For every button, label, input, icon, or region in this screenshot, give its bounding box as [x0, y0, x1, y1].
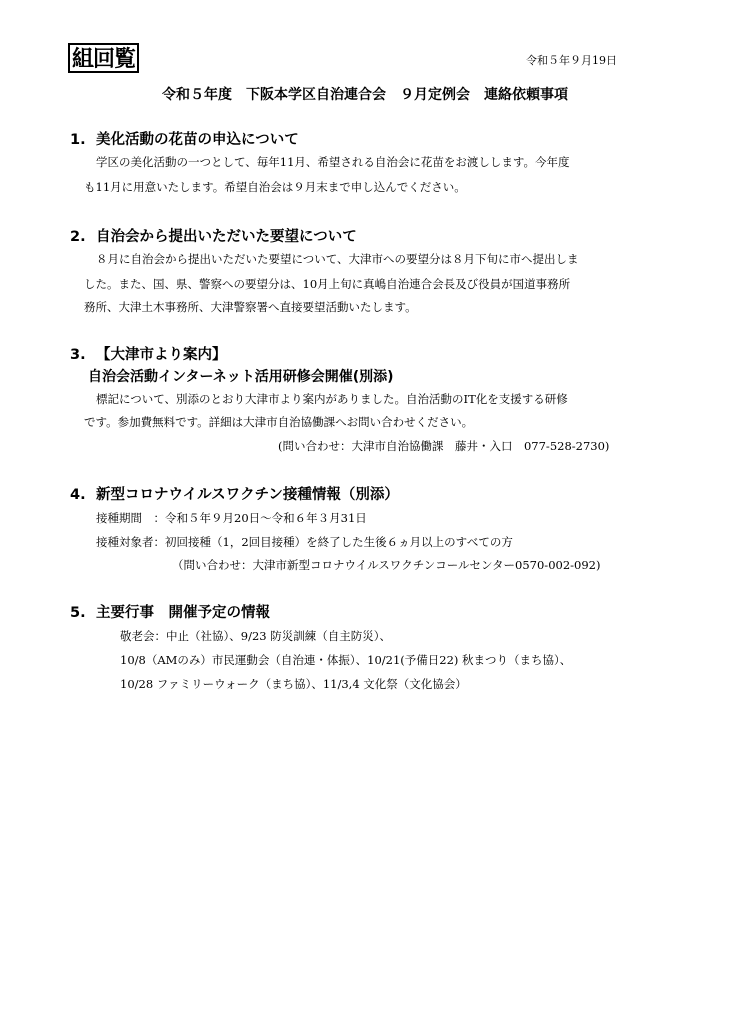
section-3-title: 【大津市より案内】 — [96, 347, 227, 363]
section-5-title: 主要行事 開催予定の情報 — [96, 605, 270, 621]
section-3-contact: (問い合わせ：大津市自治協働課 藤井・入口 077-528-2730) — [278, 439, 610, 453]
section-3-subheading: 自治会活動インターネット活用研修会開催(別添) — [88, 369, 394, 385]
section-2-title: 自治会から提出いただいた要望について — [96, 229, 357, 245]
section-5-heading — [70, 604, 270, 622]
section-3-line-1: 標記について、別添のとおり大津市より案内がありました。自治活動のIT化を支援する研修 — [96, 392, 568, 406]
section-1-title: 美化活動の花苗の申込について — [96, 132, 299, 148]
document-date: 令和５年９月19日 — [526, 54, 617, 67]
section-3-line-2: です。参加費無料です。詳細は大津市自治協働課へお問い合わせください。 — [84, 415, 474, 429]
section-4-heading — [70, 486, 399, 504]
section-5-number: 5. — [70, 605, 86, 621]
document-title: 令和５年度 下阪本学区自治連合会 ９月定例会 連絡依頼事項 — [162, 87, 568, 103]
section-4-line-1: 接種期間 ：令和５年９月20日～令和６年３月31日 — [96, 511, 367, 525]
section-5-line-3: 10/28 ファミリーウォーク（まち協）、11/3,4 文化祭（文化協会） — [120, 677, 467, 691]
section-2-heading — [70, 228, 357, 246]
section-2-line-2: した。また、国、県、警察への要望分は、10月上旬に真嶋自治連合会長及び役員が国道事務所 — [84, 277, 571, 291]
section-2-line-1: ８月に自治会から提出いただいた要望について、大津市への要望分は８月下旬に市へ提出しま — [96, 252, 579, 266]
section-3-number: 3. — [70, 347, 86, 363]
section-4-title: 新型コロナウイルスワクチン接種情報（別添） — [96, 487, 399, 503]
section-1-heading — [70, 131, 299, 149]
section-1-line-1: 学区の美化活動の一つとして、毎年11月、希望される自治会に花苗をお渡しします。今年度 — [96, 155, 570, 169]
section-1-number: 1. — [70, 132, 86, 148]
circulation-stamp: 組回覧 — [68, 43, 139, 73]
section-2-line-3: 務所、大津土木事務所、大津警察署へ直接要望活動いたします。 — [84, 300, 417, 314]
section-3-heading — [70, 346, 227, 364]
section-4-number: 4. — [70, 487, 86, 503]
section-4-line-2: 接種対象者：初回接種（1，2回目接種）を終了した生後６ヵ月以上のすべての方 — [96, 535, 513, 549]
section-5-line-1: 敬老会：中止（社協）、9/23 防災訓練（自主防災）、 — [120, 629, 391, 643]
section-2-number: 2. — [70, 229, 86, 245]
section-1-line-2: も11月に用意いたします。希望自治会は９月末まで申し込んでください。 — [84, 180, 466, 194]
section-4-contact: （問い合わせ：大津市新型コロナウイルスワクチンコールセンター0570-002-092) — [172, 558, 601, 572]
section-5-line-2: 10/8（AMのみ）市民運動会（自治連・体振）、10/21(予備日22) 秋まつり（まち協）、 — [120, 653, 572, 667]
